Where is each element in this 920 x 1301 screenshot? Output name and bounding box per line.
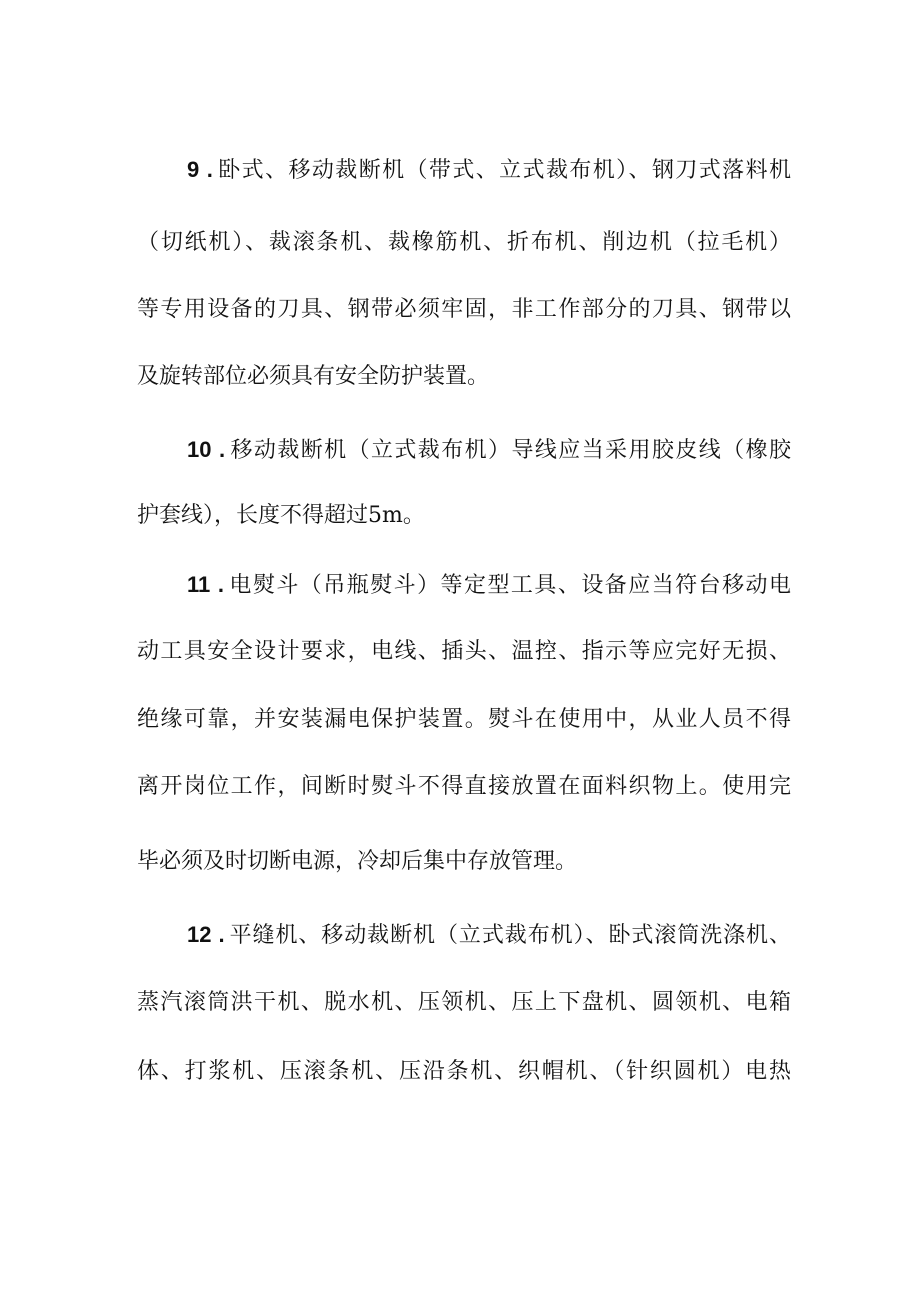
- paragraph-11-line-3: 绝缘可靠，并安装漏电保护装置。熨斗在使用中，从业人员不得: [137, 707, 791, 732]
- item-number: 10 .: [187, 437, 226, 462]
- paragraph-9-line-2: （切纸机）、裁滚条机、裁橡筋机、折布机、削边机（拉毛机）: [137, 230, 791, 255]
- item-number: 11 .: [187, 572, 224, 597]
- text: 平缝机、移动裁断机（立式裁布机）、卧式滚筒洗涤机、: [228, 923, 791, 948]
- text: 移动裁断机（立式裁布机）导线应当采用胶皮线（橡胶: [229, 438, 791, 463]
- paragraph-11-line-4: 离开岗位工作，间断时熨斗不得直接放置在面料织物上。使用完: [137, 774, 791, 799]
- paragraph-12-line-3: 体、打浆机、压滚条机、压沿条机、织帽机、（针织圆机）电热: [137, 1059, 791, 1084]
- paragraph-12-line-1: [187, 920, 791, 951]
- text: 卧式、移动裁断机（带式、立式裁布机）、钢刀式落料机: [216, 158, 791, 183]
- paragraph-12-line-2: 蒸汽滚筒洪干机、脱水机、压领机、压上下盘机、圆领机、电箱: [137, 990, 791, 1015]
- item-number: 9 .: [187, 157, 213, 182]
- paragraph-11-line-2: 动工具安全设计要求，电线、插头、温控、指示等应完好无损、: [137, 639, 791, 664]
- paragraph-10-line-1: [187, 435, 791, 466]
- paragraph-9-line-4: 及旋转部位必须具有安全防护装置。: [137, 364, 490, 389]
- item-number: 12 .: [187, 922, 225, 947]
- paragraph-9-line-1: [187, 155, 791, 186]
- paragraph-10-line-2: 护套线），长度不得超过5m。: [137, 503, 425, 528]
- paragraph-11-line-1: [187, 570, 791, 601]
- text: 电熨斗（吊瓶熨斗）等定型工具、设备应当符台移动电: [227, 573, 791, 598]
- paragraph-11-line-5: 毕必须及时切断电源，冷却后集中存放管理。: [137, 849, 578, 874]
- paragraph-9-line-3: 等专用设备的刀具、钢带必须牢固，非工作部分的刀具、钢带以: [137, 297, 791, 322]
